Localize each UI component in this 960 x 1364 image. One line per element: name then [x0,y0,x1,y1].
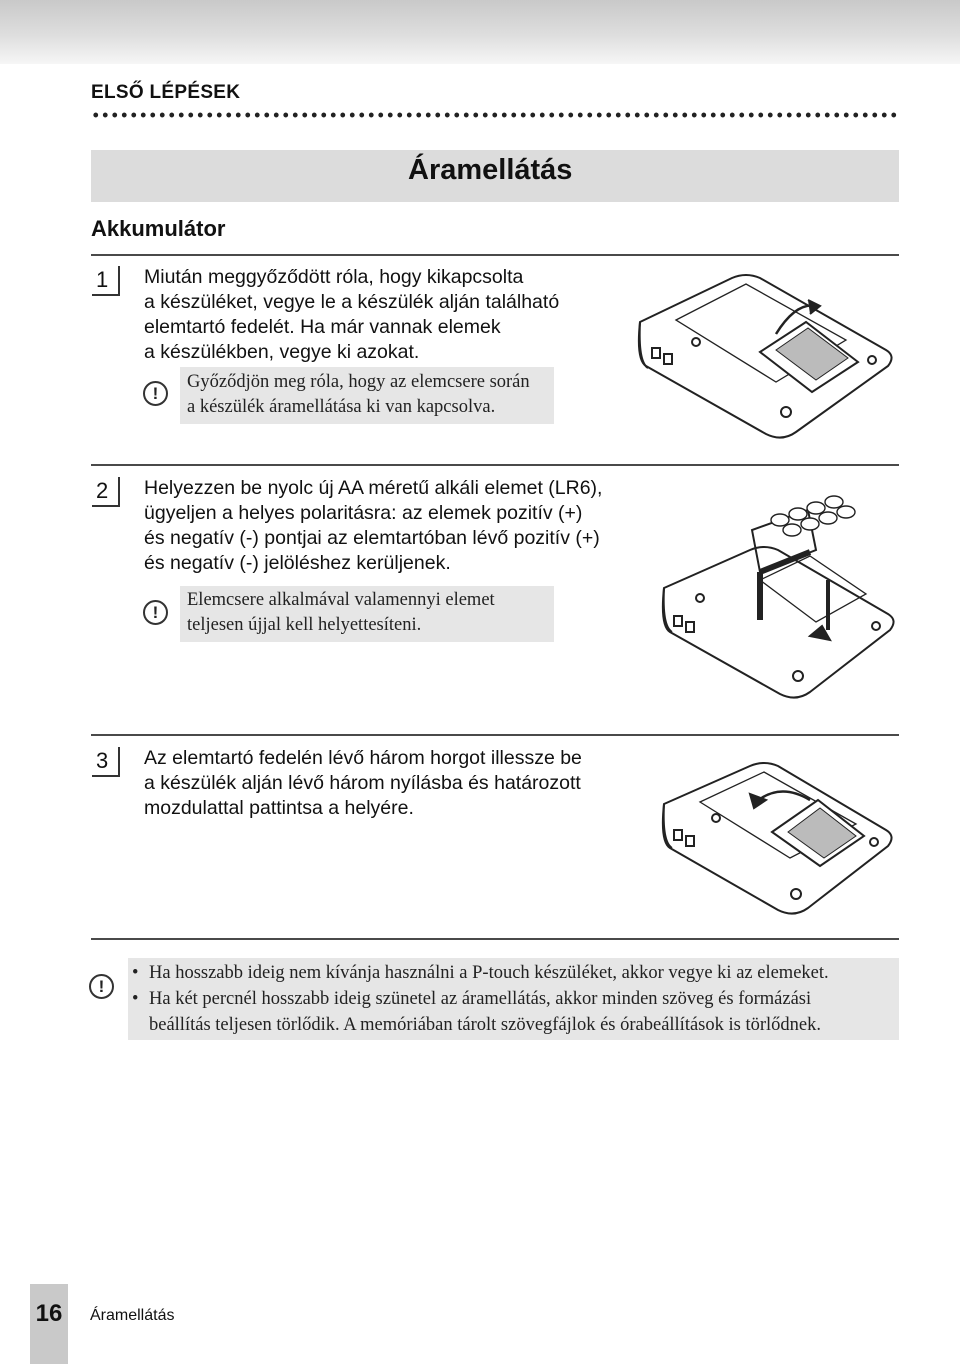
warning-icon: ! [143,600,168,625]
step-3-line: Az elemtartó fedelén lévő három horgot illessze be [144,747,582,769]
step-1-text [144,265,644,365]
step-number: 1 [92,266,120,296]
battery-insertion-illustration [660,480,900,706]
bottom-notes-list [128,958,899,1040]
note-line: teljesen újjal kell helyettesíteni. [187,615,422,635]
step-3-text [144,746,644,821]
bullet: • [132,989,139,1009]
note-box [180,586,554,642]
list-item-text: Ha két percnél hosszabb ideig szünetel az áramellátás, akkor minden szöveg és formázási [149,989,812,1009]
step-number: 2 [92,477,120,507]
note-box [180,367,554,424]
page-number: 16 [35,1300,63,1327]
section-label: ELSŐ LÉPÉSEK [91,82,241,103]
step-3-line: mozdulattal pattintsa a helyére. [144,797,414,819]
step-1-line: elemtartó fedelét. Ha már vannak elemek [144,316,501,338]
device-cover-removal-illustration [636,262,898,448]
step-divider [91,254,899,256]
bullet: • [132,963,139,983]
subheading: Akkumulátor [91,216,226,241]
warning-icon: ! [89,974,114,999]
step-2-line: és negatív (-) jelöléshez kerüljenek. [144,552,451,574]
section-divider [91,938,899,940]
step-2-line: és negatív (-) pontjai az elemtartóban lévő pozitív (+) [144,527,600,549]
list-item [132,960,893,986]
note-line: a készülék áramellátása ki van kapcsolva. [187,397,496,417]
dotted-divider [91,112,899,118]
footer-label: Áramellátás [90,1307,175,1324]
step-2-text [144,476,644,576]
top-gradient-band [0,0,960,64]
step-number: 3 [92,747,120,777]
note-line: Győződjön meg róla, hogy az elemcsere során [187,372,530,392]
list-item-continuation [132,1012,893,1038]
step-1-line: a készüléket, vegye le a készülék alján található [144,291,560,313]
step-2-line: ügyeljen a helyes polaritásra: az elemek pozitív (+) [144,502,583,524]
list-item [132,986,893,1012]
list-item-text: Ha hosszabb ideig nem kívánja használni a P-touch készüléket, akkor vegye ki az elemeket. [149,963,829,983]
step-1-line: a készülékben, vegye ki azokat. [144,341,420,363]
warning-icon: ! [143,381,168,406]
step-1-line: Miután meggyőződött róla, hogy kikapcsolta [144,266,524,288]
page-title: Áramellátás [408,154,573,186]
step-divider [91,464,899,466]
step-3-line: a készülék alján lévő három nyílásba és határozott [144,772,581,794]
note-line: Elemcsere alkalmával valamennyi elemet [187,590,495,610]
cover-closing-illustration [660,748,898,924]
step-2-line: Helyezzen be nyolc új AA méretű alkáli elemet (LR6), [144,477,603,499]
list-item-text: beállítás teljesen törlődik. A memóriában tárolt szövegfájlok és órabeállítások is törlődnek. [149,1015,821,1035]
step-divider [91,734,899,736]
